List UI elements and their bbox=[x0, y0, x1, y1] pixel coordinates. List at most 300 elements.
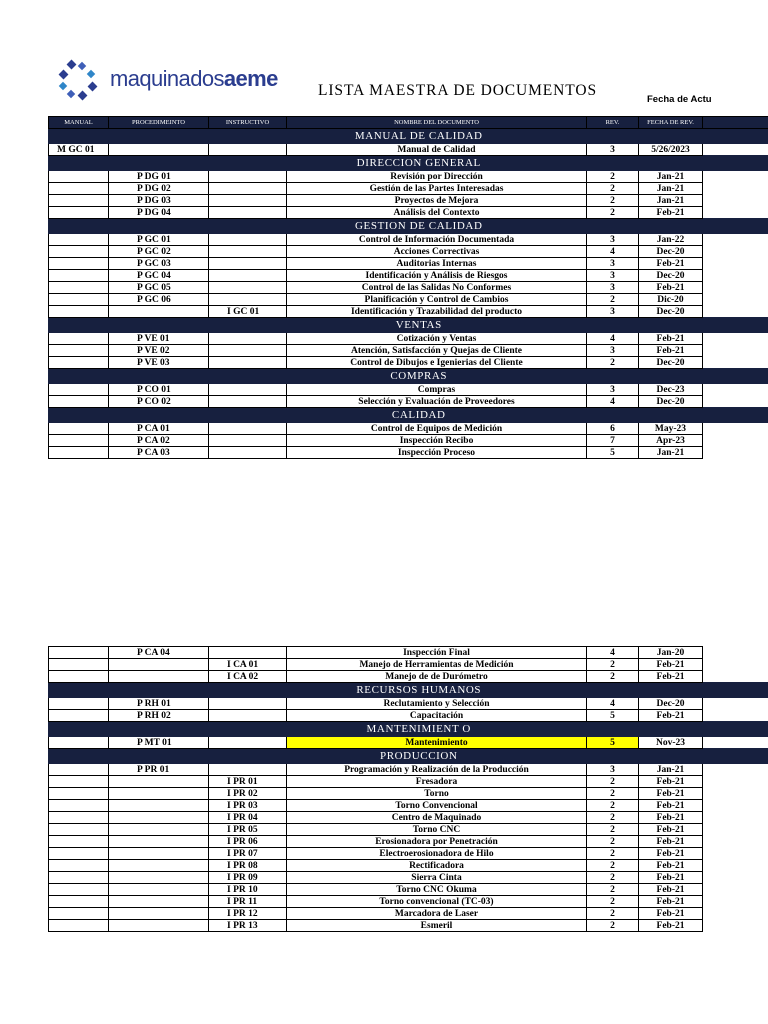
cell-manual: M GC 01 bbox=[49, 144, 109, 156]
table-row bbox=[49, 435, 768, 447]
cell-procedimiento bbox=[109, 788, 209, 800]
cell-manual bbox=[49, 171, 109, 183]
cell-spacer bbox=[703, 872, 768, 884]
cell-instructivo: I PR 07 bbox=[209, 848, 287, 860]
table-row bbox=[49, 800, 768, 812]
cell-nombre: Acciones Correctivas bbox=[287, 246, 587, 258]
cell-instructivo: I PR 03 bbox=[209, 800, 287, 812]
cell-procedimiento: P CA 01 bbox=[109, 423, 209, 435]
cell-manual bbox=[49, 848, 109, 860]
table-row bbox=[49, 824, 768, 836]
cell-manual bbox=[49, 737, 109, 749]
cell-procedimiento bbox=[109, 306, 209, 318]
cell-spacer bbox=[703, 333, 768, 345]
cell-rev: 2 bbox=[587, 896, 639, 908]
cell-manual bbox=[49, 258, 109, 270]
cell-instructivo bbox=[209, 357, 287, 369]
cell-spacer bbox=[703, 345, 768, 357]
cell-procedimiento: P CO 01 bbox=[109, 384, 209, 396]
cell-nombre: Esmeril bbox=[287, 920, 587, 932]
cell-spacer bbox=[703, 737, 768, 749]
cell-nombre: Torno Convencional bbox=[287, 800, 587, 812]
cell-rev: 2 bbox=[587, 195, 639, 207]
table-row bbox=[49, 144, 768, 156]
documents-table-1 bbox=[48, 116, 768, 459]
cell-procedimiento: P CA 04 bbox=[109, 647, 209, 659]
cell-fecha: Feb-21 bbox=[639, 659, 703, 671]
cell-instructivo: I CA 01 bbox=[209, 659, 287, 671]
cell-spacer bbox=[703, 884, 768, 896]
cell-instructivo: I PR 05 bbox=[209, 824, 287, 836]
cell-procedimiento: P DG 01 bbox=[109, 171, 209, 183]
cell-fecha: May-23 bbox=[639, 423, 703, 435]
cell-fecha: Dec-20 bbox=[639, 246, 703, 258]
table-row bbox=[49, 246, 768, 258]
cell-spacer bbox=[703, 258, 768, 270]
cell-manual bbox=[49, 357, 109, 369]
cell-instructivo bbox=[209, 647, 287, 659]
cell-fecha: Feb-21 bbox=[639, 920, 703, 932]
cell-instructivo: I PR 09 bbox=[209, 872, 287, 884]
cell-fecha: Feb-21 bbox=[639, 258, 703, 270]
cell-manual bbox=[49, 396, 109, 408]
cell-fecha: Dec-20 bbox=[639, 357, 703, 369]
cell-manual bbox=[49, 207, 109, 219]
cell-spacer bbox=[703, 306, 768, 318]
cell-nombre: Manual de Calidad bbox=[287, 144, 587, 156]
cell-fecha: Feb-21 bbox=[639, 860, 703, 872]
cell-rev: 2 bbox=[587, 294, 639, 306]
section-header-row bbox=[49, 408, 768, 423]
cell-instructivo: I CA 02 bbox=[209, 671, 287, 683]
cell-instructivo bbox=[209, 294, 287, 306]
cell-procedimiento bbox=[109, 920, 209, 932]
cell-procedimiento: P RH 02 bbox=[109, 710, 209, 722]
cell-procedimiento: P MT 01 bbox=[109, 737, 209, 749]
cell-spacer bbox=[703, 234, 768, 246]
cell-rev: 3 bbox=[587, 764, 639, 776]
cell-rev: 2 bbox=[587, 848, 639, 860]
cell-procedimiento: P VE 01 bbox=[109, 333, 209, 345]
section-header-row bbox=[49, 156, 768, 171]
cell-instructivo: I PR 02 bbox=[209, 788, 287, 800]
cell-fecha: 5/26/2023 bbox=[639, 144, 703, 156]
cell-nombre: Torno CNC bbox=[287, 824, 587, 836]
cell-fecha: Apr-23 bbox=[639, 435, 703, 447]
cell-procedimiento: P GC 06 bbox=[109, 294, 209, 306]
cell-nombre: Inspección Final bbox=[287, 647, 587, 659]
cell-fecha: Dec-20 bbox=[639, 396, 703, 408]
cell-manual bbox=[49, 896, 109, 908]
cell-procedimiento bbox=[109, 848, 209, 860]
document-title: LISTA MAESTRA DE DOCUMENTOS bbox=[318, 82, 597, 99]
table-row bbox=[49, 333, 768, 345]
cell-instructivo bbox=[209, 737, 287, 749]
cell-fecha: Feb-21 bbox=[639, 800, 703, 812]
cell-instructivo bbox=[209, 435, 287, 447]
cell-rev: 2 bbox=[587, 920, 639, 932]
company-logo bbox=[56, 58, 306, 106]
cell-nombre: Control de las Salidas No Conformes bbox=[287, 282, 587, 294]
cell-instructivo bbox=[209, 195, 287, 207]
cell-procedimiento: P DG 04 bbox=[109, 207, 209, 219]
header-instructivo: INSTRUCTIVO bbox=[209, 117, 287, 129]
cell-nombre: Selección y Evaluación de Proveedores bbox=[287, 396, 587, 408]
cell-spacer bbox=[703, 908, 768, 920]
cell-nombre: Torno convencional (TC-03) bbox=[287, 896, 587, 908]
header-procedimiento: PROCEDIMEINTO bbox=[109, 117, 209, 129]
table-row bbox=[49, 396, 768, 408]
cell-spacer bbox=[703, 812, 768, 824]
cell-instructivo bbox=[209, 270, 287, 282]
header-rev: REV. bbox=[587, 117, 639, 129]
table-row bbox=[49, 306, 768, 318]
cell-fecha: Feb-21 bbox=[639, 812, 703, 824]
cell-manual bbox=[49, 384, 109, 396]
cell-fecha: Nov-23 bbox=[639, 737, 703, 749]
cell-manual bbox=[49, 812, 109, 824]
cell-procedimiento bbox=[109, 671, 209, 683]
cell-spacer bbox=[703, 659, 768, 671]
cell-rev: 5 bbox=[587, 737, 639, 749]
cell-fecha: Feb-21 bbox=[639, 896, 703, 908]
cell-fecha: Feb-21 bbox=[639, 345, 703, 357]
table-row bbox=[49, 698, 768, 710]
cell-spacer bbox=[703, 776, 768, 788]
cell-rev: 4 bbox=[587, 246, 639, 258]
cell-procedimiento: P CA 02 bbox=[109, 435, 209, 447]
cell-spacer bbox=[703, 710, 768, 722]
cell-rev: 2 bbox=[587, 824, 639, 836]
cell-fecha: Jan-20 bbox=[639, 647, 703, 659]
cell-manual bbox=[49, 824, 109, 836]
cell-spacer bbox=[703, 788, 768, 800]
cell-nombre: Revisión por Dirección bbox=[287, 171, 587, 183]
cell-rev: 3 bbox=[587, 258, 639, 270]
cell-fecha: Dec-20 bbox=[639, 306, 703, 318]
cell-fecha: Jan-21 bbox=[639, 447, 703, 459]
cell-instructivo bbox=[209, 282, 287, 294]
cell-instructivo bbox=[209, 764, 287, 776]
cell-manual bbox=[49, 800, 109, 812]
cell-rev: 4 bbox=[587, 647, 639, 659]
cell-rev: 3 bbox=[587, 345, 639, 357]
cell-nombre: Auditorias Internas bbox=[287, 258, 587, 270]
section-title: VENTAS bbox=[49, 318, 768, 333]
cell-rev: 4 bbox=[587, 396, 639, 408]
cell-procedimiento: P GC 05 bbox=[109, 282, 209, 294]
cell-fecha: Jan-21 bbox=[639, 183, 703, 195]
cell-instructivo bbox=[209, 144, 287, 156]
cell-spacer bbox=[703, 764, 768, 776]
cell-fecha: Feb-21 bbox=[639, 207, 703, 219]
cell-instructivo: I PR 08 bbox=[209, 860, 287, 872]
cell-nombre: Inspección Recibo bbox=[287, 435, 587, 447]
cell-procedimiento bbox=[109, 872, 209, 884]
cell-nombre: Fresadora bbox=[287, 776, 587, 788]
cell-rev: 2 bbox=[587, 872, 639, 884]
section-header-row bbox=[49, 749, 768, 764]
cell-procedimiento bbox=[109, 776, 209, 788]
header-manual: MANUAL bbox=[49, 117, 109, 129]
section-header-row bbox=[49, 129, 768, 144]
cell-manual bbox=[49, 659, 109, 671]
cell-nombre: Electroerosionadora de Hilo bbox=[287, 848, 587, 860]
cell-fecha: Feb-21 bbox=[639, 282, 703, 294]
cell-spacer bbox=[703, 698, 768, 710]
cell-manual bbox=[49, 333, 109, 345]
header-fecha: FECHA DE REV. bbox=[639, 117, 703, 129]
cell-instructivo bbox=[209, 207, 287, 219]
cell-manual bbox=[49, 776, 109, 788]
table-row bbox=[49, 908, 768, 920]
cell-spacer bbox=[703, 848, 768, 860]
cell-instructivo bbox=[209, 333, 287, 345]
brand-name bbox=[110, 66, 278, 92]
cell-instructivo bbox=[209, 246, 287, 258]
cell-instructivo: I GC 01 bbox=[209, 306, 287, 318]
cell-rev: 3 bbox=[587, 144, 639, 156]
section-title: CALIDAD bbox=[49, 408, 768, 423]
cell-spacer bbox=[703, 270, 768, 282]
header-nombre: NOMBRE DEL DOCUMENTO bbox=[287, 117, 587, 129]
cell-manual bbox=[49, 698, 109, 710]
table-row bbox=[49, 171, 768, 183]
cell-fecha: Jan-21 bbox=[639, 764, 703, 776]
cell-instructivo: I PR 12 bbox=[209, 908, 287, 920]
cell-instructivo: I PR 06 bbox=[209, 836, 287, 848]
cell-procedimiento: P PR 01 bbox=[109, 764, 209, 776]
cell-procedimiento: P GC 02 bbox=[109, 246, 209, 258]
cell-instructivo bbox=[209, 234, 287, 246]
cell-instructivo: I PR 04 bbox=[209, 812, 287, 824]
table-row bbox=[49, 447, 768, 459]
cell-fecha: Feb-21 bbox=[639, 776, 703, 788]
cell-nombre: Manejo de Herramientas de Medición bbox=[287, 659, 587, 671]
cell-fecha: Feb-21 bbox=[639, 788, 703, 800]
cell-rev: 2 bbox=[587, 659, 639, 671]
cell-procedimiento: P VE 02 bbox=[109, 345, 209, 357]
section-title: GESTION DE CALIDAD bbox=[49, 219, 768, 234]
cell-spacer bbox=[703, 207, 768, 219]
table-row bbox=[49, 345, 768, 357]
cell-nombre: Inspección Proceso bbox=[287, 447, 587, 459]
cell-instructivo: I PR 01 bbox=[209, 776, 287, 788]
table-row bbox=[49, 270, 768, 282]
cell-rev: 3 bbox=[587, 270, 639, 282]
cell-nombre: Marcadora de Laser bbox=[287, 908, 587, 920]
cell-manual bbox=[49, 671, 109, 683]
table-row bbox=[49, 258, 768, 270]
section-header-row bbox=[49, 219, 768, 234]
cell-manual bbox=[49, 282, 109, 294]
cell-fecha: Feb-21 bbox=[639, 333, 703, 345]
cell-rev: 2 bbox=[587, 207, 639, 219]
cell-spacer bbox=[703, 384, 768, 396]
table-row bbox=[49, 848, 768, 860]
cell-nombre: Gestión de las Partes Interesadas bbox=[287, 183, 587, 195]
cell-manual bbox=[49, 860, 109, 872]
cell-spacer bbox=[703, 282, 768, 294]
cell-rev: 2 bbox=[587, 908, 639, 920]
cell-instructivo bbox=[209, 384, 287, 396]
cell-fecha: Feb-21 bbox=[639, 710, 703, 722]
brand-name-bold: aeme bbox=[223, 66, 278, 91]
section-header-row bbox=[49, 369, 768, 384]
cell-nombre: Control de Equipos de Medición bbox=[287, 423, 587, 435]
cell-procedimiento: P RH 01 bbox=[109, 698, 209, 710]
cell-nombre: Rectificadora bbox=[287, 860, 587, 872]
cell-spacer bbox=[703, 294, 768, 306]
cell-fecha: Feb-21 bbox=[639, 884, 703, 896]
cell-nombre: Identificación y Análisis de Riesgos bbox=[287, 270, 587, 282]
table-row bbox=[49, 671, 768, 683]
cell-procedimiento bbox=[109, 812, 209, 824]
brand-name-light: maquinados bbox=[110, 66, 224, 91]
cell-nombre: Control de Dibujos e Igenierias del Cliente bbox=[287, 357, 587, 369]
cell-spacer bbox=[703, 447, 768, 459]
cell-spacer bbox=[703, 920, 768, 932]
cell-procedimiento bbox=[109, 860, 209, 872]
cell-fecha: Jan-22 bbox=[639, 234, 703, 246]
cell-nombre: Erosionadora por Penetración bbox=[287, 836, 587, 848]
table-row bbox=[49, 207, 768, 219]
cell-fecha: Feb-21 bbox=[639, 872, 703, 884]
cell-rev: 2 bbox=[587, 357, 639, 369]
cell-spacer bbox=[703, 647, 768, 659]
table-row bbox=[49, 836, 768, 848]
cell-procedimiento bbox=[109, 908, 209, 920]
table-row bbox=[49, 896, 768, 908]
table-row bbox=[49, 659, 768, 671]
cell-manual bbox=[49, 788, 109, 800]
table-row bbox=[49, 884, 768, 896]
cell-instructivo bbox=[209, 183, 287, 195]
cell-manual bbox=[49, 836, 109, 848]
table-row bbox=[49, 183, 768, 195]
cell-nombre: Torno bbox=[287, 788, 587, 800]
cell-procedimiento bbox=[109, 659, 209, 671]
table-row bbox=[49, 812, 768, 824]
cell-fecha: Feb-21 bbox=[639, 671, 703, 683]
table-row bbox=[49, 282, 768, 294]
section-title: PRODUCCION bbox=[49, 749, 768, 764]
section-title: DIRECCION GENERAL bbox=[49, 156, 768, 171]
cell-rev: 2 bbox=[587, 884, 639, 896]
cell-spacer bbox=[703, 357, 768, 369]
cell-spacer bbox=[703, 396, 768, 408]
cell-instructivo bbox=[209, 423, 287, 435]
section-title: MANUAL DE CALIDAD bbox=[49, 129, 768, 144]
table-row bbox=[49, 764, 768, 776]
table-row bbox=[49, 384, 768, 396]
cell-procedimiento bbox=[109, 800, 209, 812]
cell-instructivo bbox=[209, 171, 287, 183]
cell-rev: 4 bbox=[587, 698, 639, 710]
cell-rev: 2 bbox=[587, 171, 639, 183]
documents-table-2 bbox=[48, 646, 768, 932]
cell-manual bbox=[49, 306, 109, 318]
cell-manual bbox=[49, 246, 109, 258]
cell-nombre: Compras bbox=[287, 384, 587, 396]
cell-rev: 2 bbox=[587, 671, 639, 683]
cell-nombre: Capacitación bbox=[287, 710, 587, 722]
cell-spacer bbox=[703, 860, 768, 872]
table-row bbox=[49, 737, 768, 749]
cell-procedimiento: P GC 04 bbox=[109, 270, 209, 282]
cell-fecha: Jan-21 bbox=[639, 171, 703, 183]
cell-manual bbox=[49, 183, 109, 195]
cell-nombre: Control de Información Documentada bbox=[287, 234, 587, 246]
table-row bbox=[49, 294, 768, 306]
cell-manual bbox=[49, 710, 109, 722]
cell-manual bbox=[49, 294, 109, 306]
cell-manual bbox=[49, 345, 109, 357]
cell-spacer bbox=[703, 246, 768, 258]
logo-mark-icon bbox=[56, 58, 104, 106]
table-row bbox=[49, 710, 768, 722]
cell-fecha: Dec-20 bbox=[639, 270, 703, 282]
cell-spacer bbox=[703, 183, 768, 195]
cell-procedimiento: P DG 02 bbox=[109, 183, 209, 195]
cell-manual bbox=[49, 234, 109, 246]
cell-manual bbox=[49, 195, 109, 207]
cell-manual bbox=[49, 884, 109, 896]
cell-instructivo: I PR 10 bbox=[209, 884, 287, 896]
cell-rev: 2 bbox=[587, 812, 639, 824]
cell-spacer bbox=[703, 435, 768, 447]
table-row bbox=[49, 788, 768, 800]
cell-nombre: Programación y Realización de la Producción bbox=[287, 764, 587, 776]
cell-spacer bbox=[703, 144, 768, 156]
update-date-label: Fecha de Actu bbox=[647, 94, 712, 105]
table-row bbox=[49, 195, 768, 207]
cell-rev: 2 bbox=[587, 183, 639, 195]
cell-manual bbox=[49, 908, 109, 920]
cell-procedimiento bbox=[109, 824, 209, 836]
section-title: MANTENIMIENT O bbox=[49, 722, 768, 737]
cell-rev: 5 bbox=[587, 710, 639, 722]
cell-procedimiento: P VE 03 bbox=[109, 357, 209, 369]
cell-rev: 2 bbox=[587, 788, 639, 800]
cell-rev: 5 bbox=[587, 447, 639, 459]
cell-nombre: Reclutamiento y Selección bbox=[287, 698, 587, 710]
cell-rev: 3 bbox=[587, 306, 639, 318]
cell-manual bbox=[49, 270, 109, 282]
table-row bbox=[49, 234, 768, 246]
cell-instructivo bbox=[209, 710, 287, 722]
cell-instructivo: I PR 11 bbox=[209, 896, 287, 908]
cell-nombre: Centro de Maquinado bbox=[287, 812, 587, 824]
cell-fecha: Dec-23 bbox=[639, 384, 703, 396]
cell-nombre: Identificación y Trazabilidad del producto bbox=[287, 306, 587, 318]
header-spacer bbox=[703, 117, 768, 129]
cell-procedimiento: P GC 01 bbox=[109, 234, 209, 246]
table-row bbox=[49, 860, 768, 872]
cell-nombre: Torno CNC Okuma bbox=[287, 884, 587, 896]
cell-manual bbox=[49, 423, 109, 435]
cell-fecha: Dic-20 bbox=[639, 294, 703, 306]
cell-fecha: Feb-21 bbox=[639, 908, 703, 920]
cell-rev: 3 bbox=[587, 384, 639, 396]
cell-rev: 2 bbox=[587, 800, 639, 812]
cell-rev: 6 bbox=[587, 423, 639, 435]
table-row bbox=[49, 872, 768, 884]
cell-spacer bbox=[703, 836, 768, 848]
section-header-row bbox=[49, 683, 768, 698]
cell-rev: 4 bbox=[587, 333, 639, 345]
cell-procedimiento: P CA 03 bbox=[109, 447, 209, 459]
